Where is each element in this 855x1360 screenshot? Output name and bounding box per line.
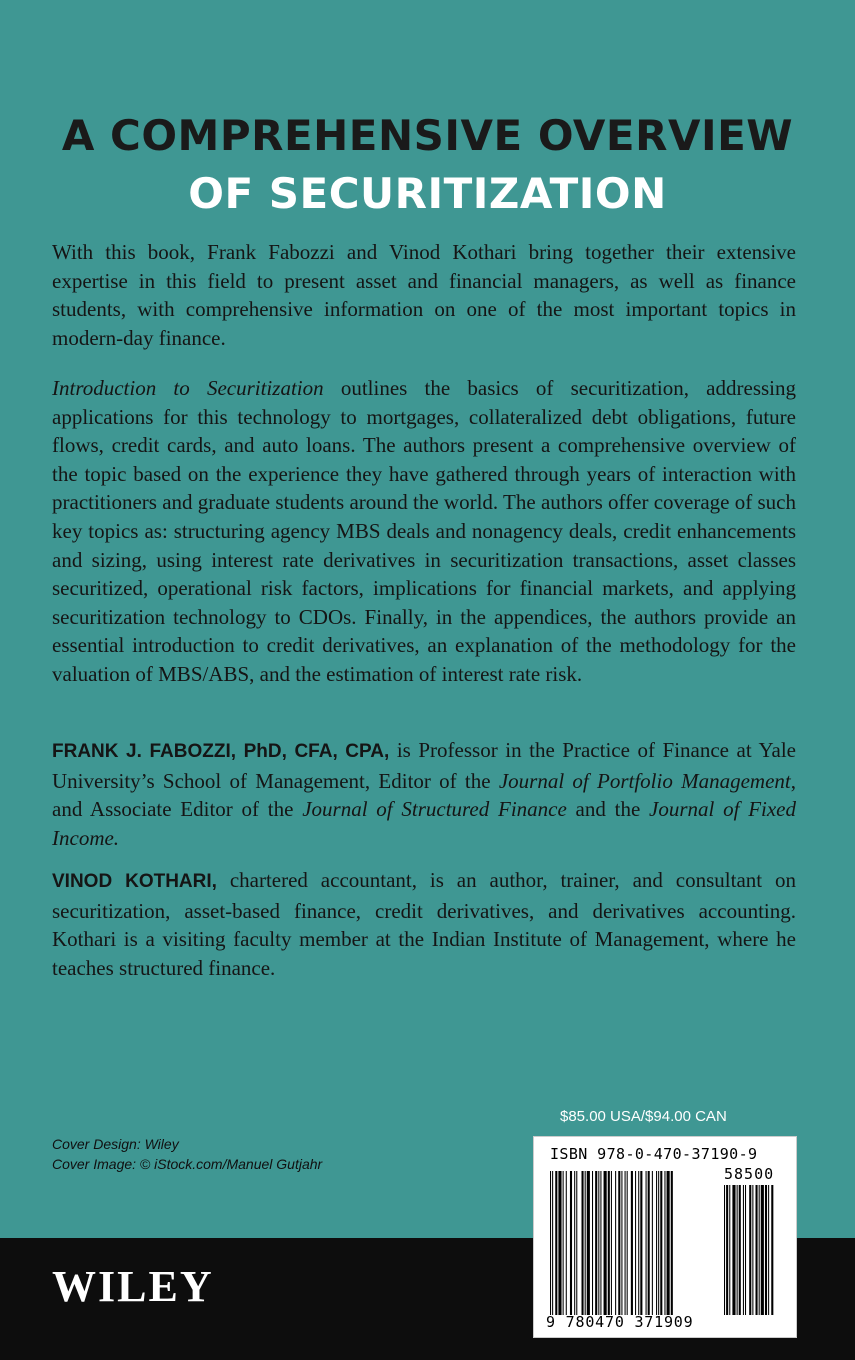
barcode-bar xyxy=(621,1171,622,1315)
barcode-bars xyxy=(550,1171,720,1315)
barcode-digits: 9 780470 371909 xyxy=(546,1313,694,1331)
barcode-bar xyxy=(660,1171,662,1315)
cover-design-credit: Cover Design: Wiley xyxy=(52,1136,179,1152)
description-paragraph-2-text: outlines the basics of securitization, addressing applications for this technology to mortgages, collateralized debt obligations, future flows, credit cards, and auto loans. The authors present a comprehensive overview of the topic based on the experience they have gathered through years of interaction with practitioners and graduate students around the world. The authors offer coverage of such key topics as: structuring agency MBS deals and nonagency deals, credit enhancements and sizing, using interest rate derivatives in securitization transactions, asset classes securitized, operational risk factors, implications for financial markets, and applying securitization technology to CDOs. Finally, in the appendices, the authors provide an essential introduction to credit derivatives, an explanation of the methodology for the valuation of MBS/ABS, and the estimation of interest rate risk. xyxy=(52,376,796,686)
barcode-bar xyxy=(726,1185,728,1315)
price-label: $85.00 USA/$94.00 CAN xyxy=(560,1108,727,1125)
barcode-bar xyxy=(631,1171,633,1315)
author-name-kothari: VINOD KOTHARI, xyxy=(52,871,217,892)
headline-line-2: OF SECURITIZATION xyxy=(188,169,667,218)
barcode-bar xyxy=(658,1171,659,1315)
barcode-bar xyxy=(646,1171,647,1315)
author-bio-fabozzi xyxy=(52,736,796,852)
barcode-bar xyxy=(574,1171,575,1315)
kothari-bio-text: chartered accountant, is an author, trainer, and consultant on securitization, asset-based finance, credit derivatives, and derivatives accounting. Kothari is a visiting faculty member at the Indian Institute of Management, where he teaches structured finance. xyxy=(52,868,796,980)
barcode-bar xyxy=(759,1185,760,1315)
author-name-fabozzi: FRANK J. FABOZZI, PhD, CFA, CPA, xyxy=(52,741,390,762)
barcode-bar xyxy=(625,1171,626,1315)
barcode-bar xyxy=(737,1185,738,1315)
barcode-bar xyxy=(582,1171,584,1315)
barcode-bar xyxy=(592,1171,593,1315)
fabozzi-bio-text-3: and the xyxy=(566,797,650,822)
barcode-bar xyxy=(765,1185,767,1315)
barcode-bar xyxy=(745,1185,746,1315)
barcode-bar xyxy=(724,1185,725,1315)
description-paragraph-2 xyxy=(52,374,796,689)
barcode-bar xyxy=(749,1185,751,1315)
barcode-bar xyxy=(640,1171,642,1315)
isbn-text: ISBN 978-0-470-37190-9 xyxy=(550,1145,758,1163)
barcode-bar xyxy=(576,1171,577,1315)
barcode-bar xyxy=(627,1171,628,1315)
barcode-bar xyxy=(635,1171,636,1315)
cover-image-credit: Cover Image: © iStock.com/Manuel Gutjahr xyxy=(52,1156,323,1172)
description-paragraph-1: With this book, Frank Fabozzi and Vinod Kothari bring together their extensive expertise in this field to present asset and financial managers, as well as finance students, with comprehensive information on one of the most important topics in modern-day finance. xyxy=(52,240,796,350)
barcode-bar xyxy=(555,1171,557,1315)
barcode-bar xyxy=(752,1185,753,1315)
barcode-bar xyxy=(761,1185,764,1315)
barcode-bar xyxy=(598,1171,599,1315)
barcode-addon-bars xyxy=(724,1185,784,1315)
author-bio-kothari xyxy=(52,866,796,982)
barcode-bar xyxy=(608,1171,610,1315)
barcode-bar xyxy=(566,1171,567,1315)
fabozzi-bio-text-2: , and Associate Editor of the xyxy=(52,768,796,822)
barcode-bar xyxy=(604,1171,607,1315)
barcode-bar xyxy=(585,1171,586,1315)
barcode-bar xyxy=(595,1171,597,1315)
fabozzi-bio-text-1: is Professor in the Practice of Finance at Yale University’s School of Management, Editor of the xyxy=(52,738,796,793)
book-title: Introduction to Securitization xyxy=(52,376,324,400)
barcode-bar xyxy=(618,1171,620,1315)
barcode xyxy=(533,1136,797,1338)
barcode-bar xyxy=(739,1185,741,1315)
barcode-bar xyxy=(656,1171,657,1315)
barcode-addon-number: 58500 xyxy=(724,1165,775,1183)
barcode-bar xyxy=(671,1171,673,1315)
headline-line-1: A COMPREHENSIVE OVERVIEW xyxy=(61,111,794,160)
barcode-bar xyxy=(648,1171,650,1315)
barcode-bar xyxy=(729,1185,730,1315)
barcode-bar xyxy=(652,1171,653,1315)
barcode-bar xyxy=(587,1171,590,1315)
cover-credits xyxy=(52,1134,322,1174)
barcode-bar xyxy=(732,1185,735,1315)
barcode-bar xyxy=(743,1185,744,1315)
barcode-bar xyxy=(552,1171,553,1315)
barcode-bar xyxy=(768,1185,769,1315)
journal-fixed-income: Journal of Fixed Income. xyxy=(52,797,796,850)
journal-structured-finance: Journal of Structured Finance xyxy=(302,797,567,822)
barcode-bar xyxy=(570,1171,572,1315)
barcode-bar xyxy=(558,1171,561,1315)
barcode-bar xyxy=(615,1171,616,1315)
barcode-bar xyxy=(667,1171,670,1315)
journal-portfolio-management: Journal of Portfolio Management xyxy=(498,768,791,793)
barcode-bar xyxy=(600,1171,601,1315)
barcode-bar xyxy=(611,1171,612,1315)
wiley-logo: WILEY xyxy=(52,1262,214,1311)
barcode-bar xyxy=(638,1171,639,1315)
barcode-bar xyxy=(563,1171,564,1315)
barcode-bar xyxy=(756,1185,758,1315)
barcode-bar xyxy=(771,1185,773,1315)
barcode-bar xyxy=(664,1171,665,1315)
barcode-bar xyxy=(550,1171,551,1315)
